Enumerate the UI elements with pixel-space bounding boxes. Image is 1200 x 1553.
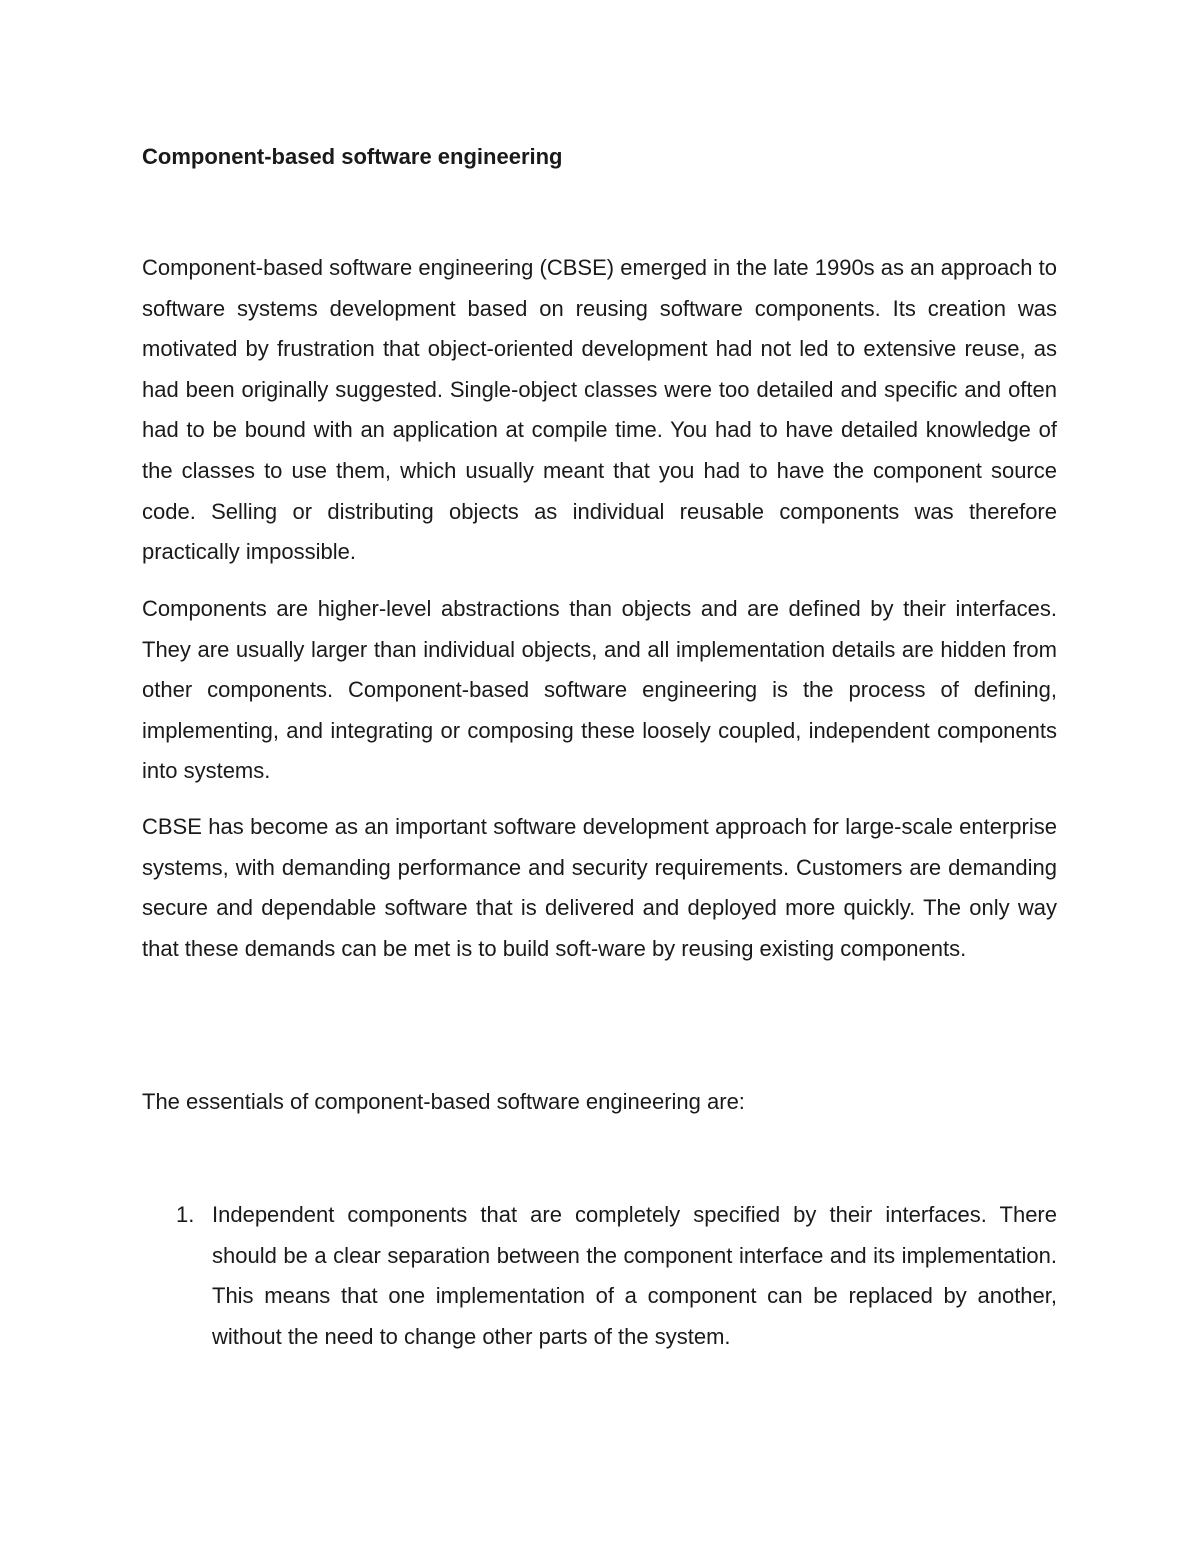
paragraph-cbse-origins: Component-based software engineering (CBSE) emerged in the late 1990s as an approach to software systems development based on reusing software components. Its creation was motivated by frustration that object-oriented development had not led to extensive reuse, as had been originally suggested. Single-object classes were too detailed and specific and often had to be bound with an application at compile time. You had to have detailed knowledge of the classes to use them, which usually meant that you had to have the component source code. Selling or distributing objects as individual reusable components was therefore practically impossible. — [142, 255, 1057, 565]
essentials-list — [142, 1195, 1057, 1357]
essentials-intro: The essentials of component-based software engineering are: — [142, 1089, 745, 1114]
paragraph-components-abstractions: Components are higher-level abstractions than objects and are defined by their interfaces. They are usually larger than individual objects, and all implementation details are hidden from other components. Component-based software engineering is the process of defining, implementing, and integrating or composing these loosely coupled, independent components into systems. — [142, 596, 1057, 784]
paragraph-cbse-importance: CBSE has become as an important software development approach for large-scale enterprise systems, with demanding performance and security requirements. Customers are demanding secure and dependable software that is delivered and deployed more quickly. The only way that these demands can be met is to build soft-ware by reusing existing components. — [142, 814, 1057, 961]
list-item — [142, 1195, 1057, 1357]
document-title: Component-based software engineering — [142, 144, 563, 169]
list-item-text: Independent components that are completely specified by their interfaces. There should be a clear separation between the component interface and its implementation. This means that one implementation of a component can be replaced by another, without the need to change other parts of the system. — [212, 1202, 1057, 1349]
list-item-number: 1. — [176, 1202, 195, 1227]
